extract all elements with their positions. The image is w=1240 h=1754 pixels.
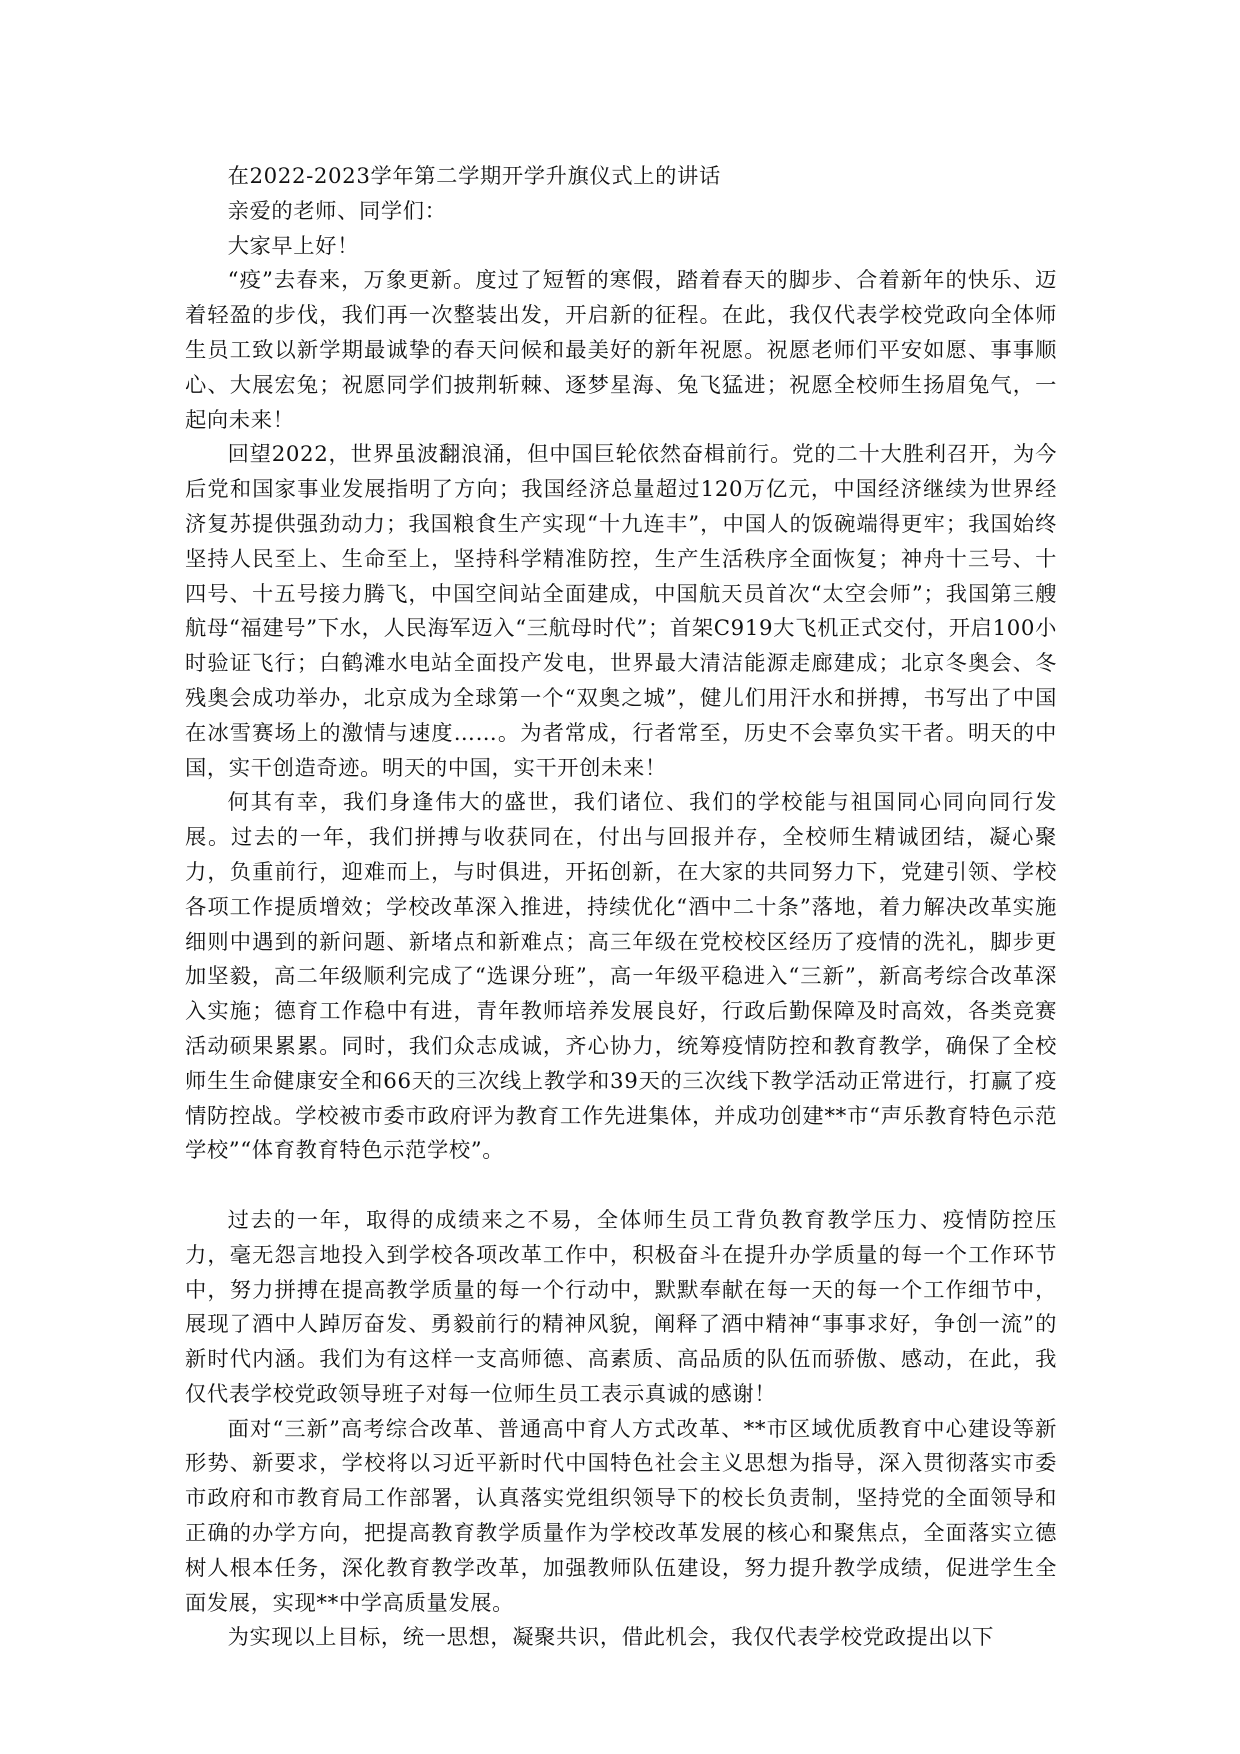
salutation: 亲爱的老师、同学们： bbox=[227, 198, 447, 224]
paragraph-new-year-wishes: “疫”去春来，万象更新。度过了短暂的寒假，踏着春天的脚步、合着新年的快乐、迈着轻盈的步伐，我们再一次整装出发，开启新的征程。在此，我仅代表学校党政向全体师生员工致以新学期最诚挚的春天问候和最美好的新年祝愿。祝愿老师们平安如愿、事事顺心、大展宏兔；祝愿同学们披荆斩棘、逐梦星海、兔飞猛进；祝愿全校师生扬眉兔气，一起向未来！ bbox=[185, 268, 1057, 433]
speech-body bbox=[185, 160, 1057, 1656]
greeting: 大家早上好！ bbox=[227, 233, 359, 259]
speech-title: 在2022-2023学年第二学期开学升旗仪式上的讲话 bbox=[227, 164, 721, 189]
paragraph-goals: 面对“三新”高考综合改革、普通高中育人方式改革、**市区域优质教育中心建设等新形势、新要求，学校将以习近平新时代中国特色社会主义思想为指导，深入贯彻落实市委市政府和市教育局工作部署，认真落实党组织领导下的校长负责制，坚持党的全面领导和正确的办学方向，把提高教育教学质量作为学校改革发展的核心和聚焦点，全面落实立德树人根本任务，深化教育教学改革，加强教师队伍建设，努力提升教学成绩，促进学生全面发展，实现**中学高质量发展。 bbox=[185, 1416, 1057, 1616]
paragraph-thanks: 过去的一年，取得的成绩来之不易，全体师生员工背负教育教学压力、疫情防控压力，毫无怨言地投入到学校各项改革工作中，积极奋斗在提升办学质量的每一个工作环节中，努力拼搏在提高教学质量的每一个行动中，默默奉献在每一天的每一个工作细节中，展现了酒中人踔厉奋发、勇毅前行的精神风貌，阐释了酒中精神“事事求好，争创一流”的新时代内涵。我们为有这样一支高师德、高素质、高品质的队伍而骄傲、感动，在此，我仅代表学校党政领导班子对每一位师生员工表示真诚的感谢！ bbox=[185, 1207, 1057, 1407]
paragraph-proposal-start: 为实现以上目标，统一思想，凝聚共识，借此机会，我仅代表学校党政提出以下 bbox=[227, 1625, 994, 1651]
paragraph-review-2022: 回望2022，世界虽波翻浪涌，但中国巨轮依然奋楫前行。党的二十大胜利召开，为今后党和国家事业发展指明了方向；我国经济总量超过120万亿元，中国经济继续为世界经济复苏提供强劲动力；我国粮食生产实现“十九连丰”，中国人的饭碗端得更牢；我国始终坚持人民至上、生命至上，坚持科学精准防控，生产生活秩序全面恢复；神舟十三号、十四号、十五号接力腾飞，中国空间站全面建成，中国航天员首次“太空会师”；我国第三艘航母“福建号”下水，人民海军迈入“三航母时代”；首架C919大飞机正式交付，开启100小时验证飞行；白鹤滩水电站全面投产发电，世界最大清洁能源走廊建成；北京冬奥会、冬残奥会成功举办，北京成为全球第一个“双奥之城”，健儿们用汗水和拼搏，书写出了中国在冰雪赛场上的激情与速度……。为者常成，行者常至，历史不会辜负实干者。明天的中国，实干创造奇迹。明天的中国，实干开创未来！ bbox=[185, 442, 1057, 781]
paragraph-school-achievements: 何其有幸，我们身逢伟大的盛世，我们诸位、我们的学校能与祖国同心同向同行发展。过去的一年，我们拼搏与收获同在，付出与回报并存，全校师生精诚团结，凝心聚力，负重前行，迎难而上，与时俱进，开拓创新，在大家的共同努力下，党建引领、学校各项工作提质增效；学校改革深入推进，持续优化“酒中二十条”落地，着力解决改革实施细则中遇到的新问题、新堵点和新难点；高三年级在党校校区经历了疫情的洗礼，脚步更加坚毅，高二年级顺利完成了“选课分班”，高一年级平稳进入“三新”，新高考综合改革深入实施；德育工作稳中有进，青年教师培养发展良好，行政后勤保障及时高效，各类竞赛活动硕果累累。同时，我们众志成诚，齐心协力，统筹疫情防控和教育教学，确保了全校师生生命健康安全和66天的三次线上教学和39天的三次线下教学活动正常进行，打赢了疫情防控战。学校被市委市政府评为教育工作先进集体，并成功创建**市“声乐教育特色示范学校”“体育教育特色示范学校”。 bbox=[185, 790, 1057, 1164]
